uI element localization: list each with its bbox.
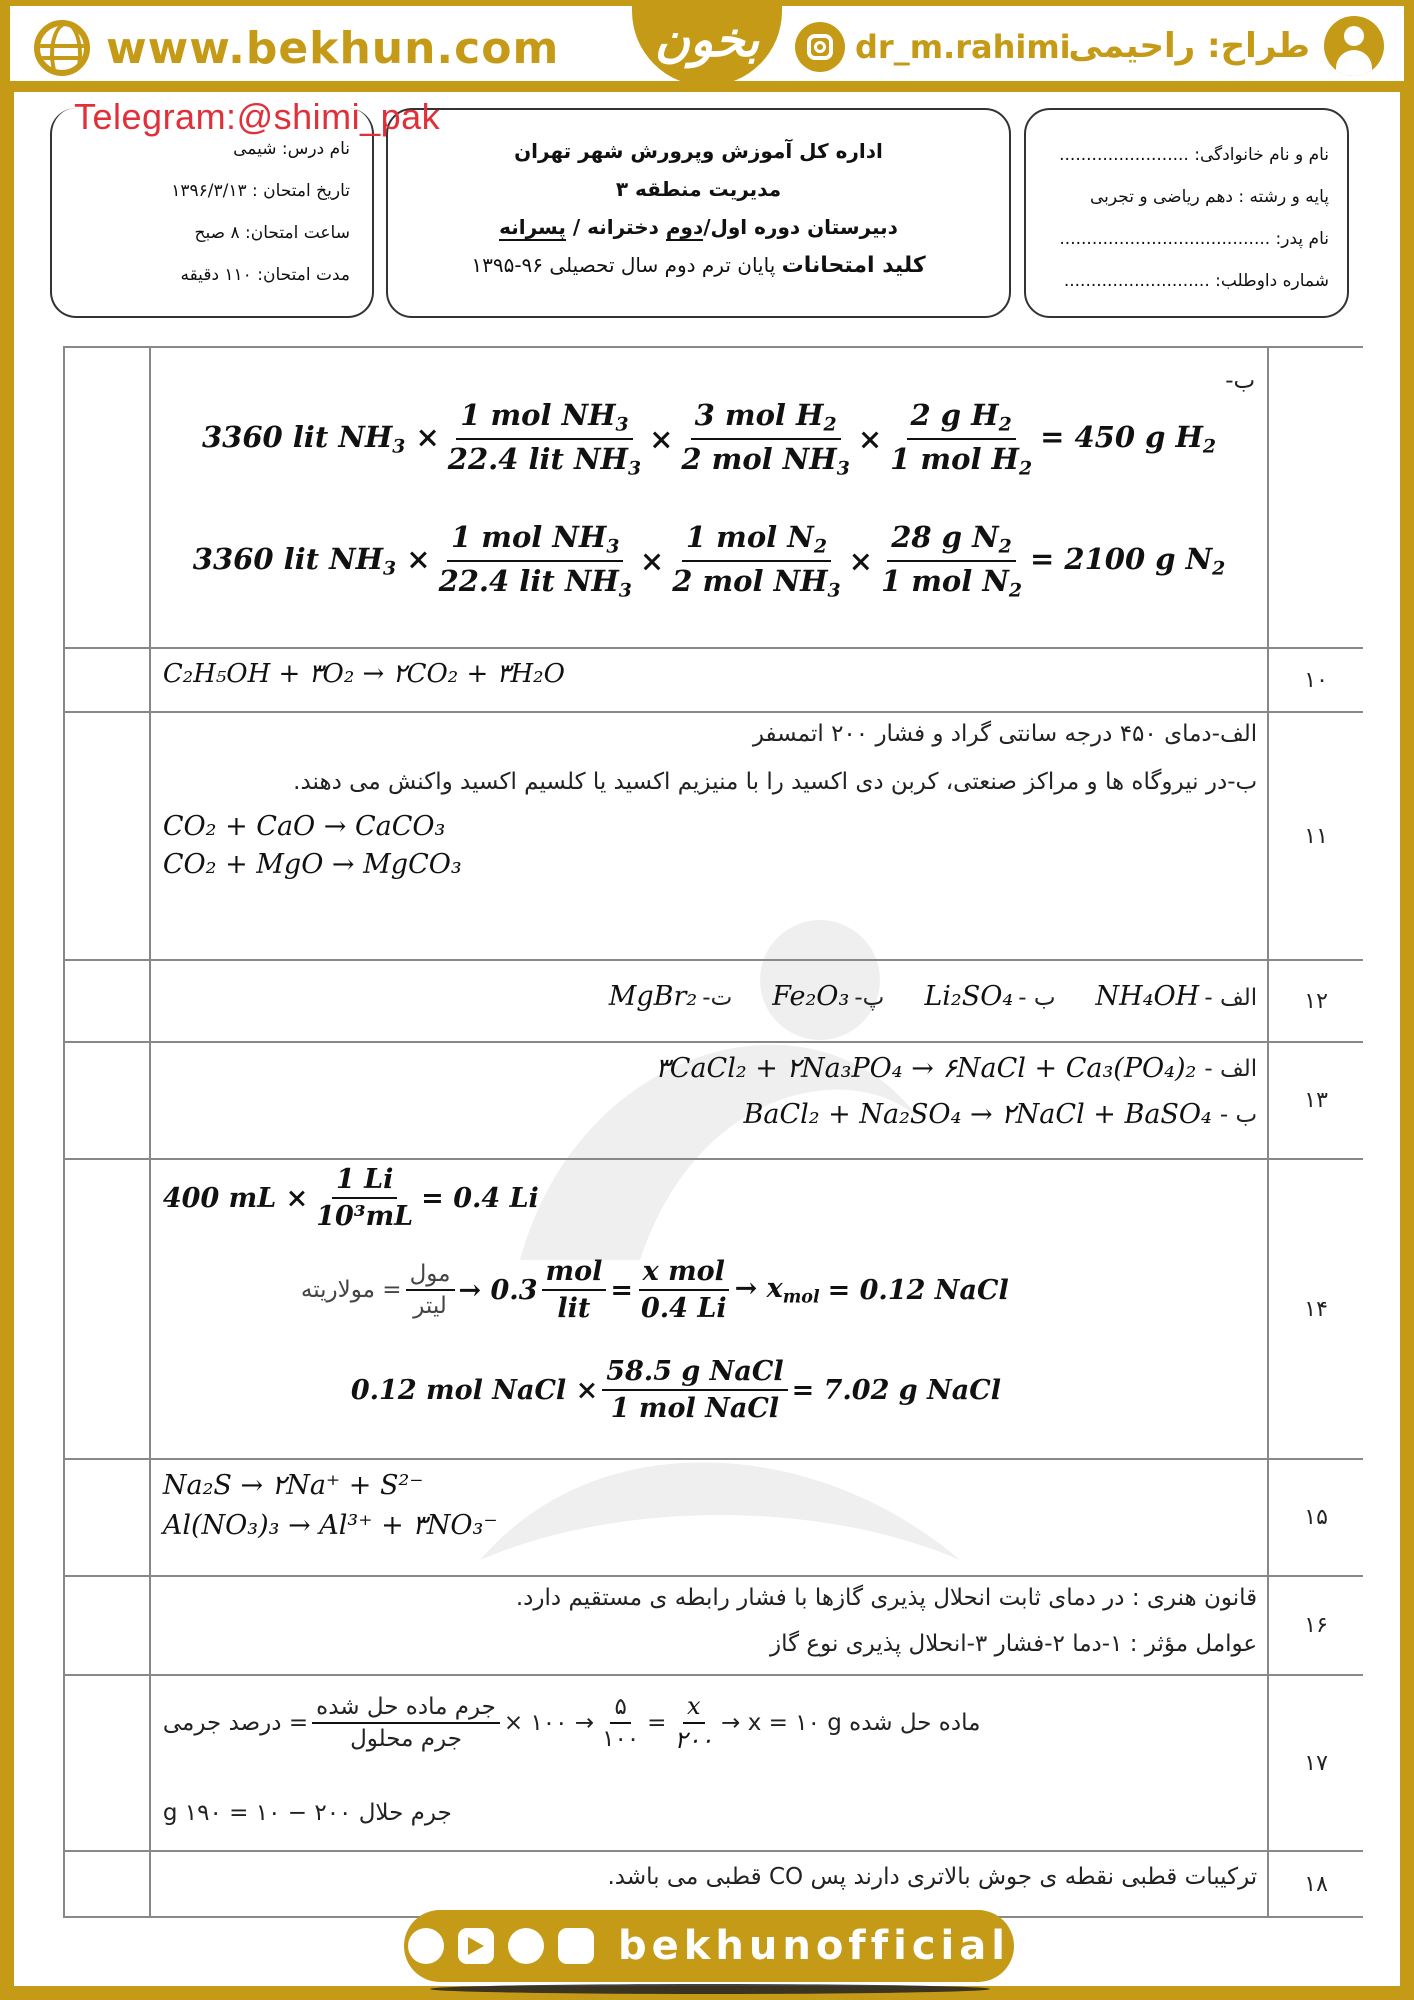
question-number: ۱۴ xyxy=(1304,1296,1328,1322)
question-number: ۱۱ xyxy=(1304,823,1328,849)
answer-text: ترکیبات قطبی نقطه ی جوش بالاتری دارند پس CO قطبی می باشد. xyxy=(607,1864,1258,1890)
answer-cell xyxy=(151,713,1269,959)
equation: 3360 lit $NH_3$ × $\frac{1 mol NH_3}{22.4 lit NH_3}$ × $\frac{1 mol N_2}{2 mol NH_3}$ × $\frac{28 g N_2}{1 mol N_2}$ = 2100 g $N_2$ xyxy=(192,520,1226,602)
fraction xyxy=(677,398,853,479)
item-label: ت- xyxy=(702,985,733,1011)
user-icon xyxy=(1324,16,1384,76)
formula-item xyxy=(609,981,733,1012)
equation xyxy=(163,1164,539,1232)
school-type-d: پسرانه xyxy=(499,215,566,239)
school-type-b: دوم xyxy=(665,215,704,239)
fraction xyxy=(877,520,1026,601)
part-label: ب- xyxy=(1225,368,1256,394)
denominator: 1 mol NaCl xyxy=(610,1393,780,1424)
numerator: 1 Li xyxy=(332,1164,397,1199)
denominator: 22.4 lit $NH_3$ xyxy=(438,563,632,602)
num-text: 3 mol H xyxy=(694,398,824,432)
answer-cell xyxy=(151,649,1269,711)
formula: MgBr₂ xyxy=(608,981,698,1012)
denominator: جرم محلول xyxy=(350,1726,462,1752)
result: = 2100 g $N_2$ xyxy=(1030,541,1226,580)
num-text: 1 mol NH xyxy=(451,520,607,554)
num-text: 28 g N xyxy=(891,520,999,554)
instagram-link[interactable] xyxy=(795,22,1071,72)
question-number xyxy=(1269,348,1363,647)
district: مدیریت منطقه ۳ xyxy=(615,177,782,201)
school-type-a: دبیرستان دوره اول/ xyxy=(703,215,898,239)
formula-list xyxy=(609,981,1257,1012)
subscript: mol xyxy=(782,1287,820,1308)
fraction xyxy=(668,520,844,601)
equation: Na₂S → ۲Na⁺ + S²⁻ xyxy=(162,1470,424,1501)
question-number: ۱۷ xyxy=(1304,1750,1328,1776)
denominator: 10³mL xyxy=(316,1201,414,1232)
row-margin xyxy=(65,1160,151,1458)
denominator: لیتر xyxy=(413,1293,447,1319)
den-text: 22.4 lit NH xyxy=(438,563,619,598)
numerator: ۵ xyxy=(610,1694,630,1724)
equation: C₂H₅OH + ۳O₂ → ۲CO₂ + ۳H₂O xyxy=(162,659,565,689)
numerator: 58.5 g NaCl xyxy=(602,1356,787,1391)
table-row xyxy=(65,1577,1363,1676)
logo-text: بخون xyxy=(654,12,760,68)
denominator: 2 mol $NH_3$ xyxy=(672,563,841,602)
fraction xyxy=(406,1261,455,1319)
numerator: 2 g $H_2$ xyxy=(907,398,1016,440)
numerator: مول xyxy=(406,1261,455,1291)
num-text: 2 g H xyxy=(910,398,999,432)
equation: ۳CaCl₂ + ۲Na₃PO₄ → ۶NaCl + Ca₃(PO₄)₂ xyxy=(655,1053,1197,1084)
denominator: 22.4 lit $NH_3$ xyxy=(447,441,642,480)
equals: = xyxy=(610,1274,633,1306)
result-text: = 450 g H xyxy=(1040,419,1203,454)
equation xyxy=(351,1356,1001,1424)
table-row xyxy=(65,1852,1363,1918)
row-margin xyxy=(65,1577,151,1674)
equation: BaCl₂ + Na₂SO₄ → ۲NaCl + BaSO₄ xyxy=(743,1099,1212,1130)
site-link[interactable] xyxy=(34,20,559,76)
denominator: ۲۰۰ xyxy=(674,1726,714,1754)
row-margin xyxy=(65,961,151,1041)
exam-time: ساعت امتحان: ۸ صبح xyxy=(194,223,350,243)
answer-cell xyxy=(151,1676,1269,1850)
den-text: 1 mol H xyxy=(890,441,1019,476)
formula-item xyxy=(1096,981,1258,1012)
designer-credit xyxy=(1068,16,1384,76)
term: 3360 lit $NH_3$ × xyxy=(201,419,440,458)
den-text: 22.4 lit NH xyxy=(447,441,628,476)
formula: Li₂SO₄ xyxy=(924,981,1014,1012)
table-row xyxy=(65,1160,1363,1460)
instagram-icon xyxy=(795,22,845,72)
denominator: 1 mol $H_2$ xyxy=(890,441,1033,480)
equation: 3360 lit $NH_3$ × $\frac{1 mol NH_3}{22.4 lit NH_3}$ × $\frac{3 mol H_2}{2 mol NH_3}$ × $\frac{2 g H_2}{1 mol H_2}$ = 450 g $H_2$ xyxy=(201,398,1217,480)
numerator: 3 mol $H_2$ xyxy=(691,398,841,440)
formula: NH₄OH xyxy=(1095,981,1200,1012)
answer-text: الف-دمای ۴۵۰ درجه سانتی گراد و فشار ۲۰۰ اتمسفر xyxy=(752,721,1258,747)
den-text: 2 mol NH xyxy=(672,563,828,598)
term-text: 3360 lit NH xyxy=(201,419,393,454)
question-number: ۱۰ xyxy=(1304,667,1328,693)
exam-info-box xyxy=(50,108,374,318)
item-label: ب - xyxy=(1219,1101,1258,1128)
question-number: ۱۵ xyxy=(1304,1505,1328,1530)
answer-cell xyxy=(151,1460,1269,1575)
table-row xyxy=(65,1676,1363,1852)
num-text: 1 mol N xyxy=(685,520,814,554)
student-info-box xyxy=(1024,108,1349,318)
formula-item xyxy=(772,981,884,1012)
answers-table xyxy=(63,346,1363,1918)
telegram-watermark: Telegram:@shimi_pak xyxy=(74,96,441,137)
telegram-icon[interactable] xyxy=(508,1928,544,1964)
fraction xyxy=(598,1694,643,1752)
fraction xyxy=(312,1694,500,1752)
answer-cell xyxy=(151,348,1269,647)
equation xyxy=(301,1256,1009,1324)
result-text: = 2100 g N xyxy=(1030,541,1213,576)
term: × ۱۰۰ → xyxy=(503,1710,595,1736)
row-margin xyxy=(65,1460,151,1575)
footer-handle[interactable]: bekhunofficial xyxy=(618,1923,1010,1969)
numerator: جرم ماده حل شده xyxy=(312,1694,500,1724)
exam-title xyxy=(388,246,1009,284)
numerator: x xyxy=(683,1692,705,1724)
table-row xyxy=(65,1460,1363,1577)
answer-cell xyxy=(151,1852,1269,1916)
answer-line xyxy=(744,1099,1258,1130)
result: = 7.02 g NaCl xyxy=(791,1374,1001,1406)
answer-text: عوامل مؤثر : ۱-دما ۲-فشار ۳-انحلال پذیری نوع گاز xyxy=(769,1631,1258,1657)
term: 3360 lit $NH_3$ × xyxy=(192,541,431,580)
numerator: 1 mol $N_2$ xyxy=(682,520,831,562)
table-row xyxy=(65,961,1363,1043)
denominator: 2 mol $NH_3$ xyxy=(681,441,850,480)
den-text: 1 mol N xyxy=(880,563,1009,598)
term-text: → x xyxy=(734,1272,783,1304)
school-info-box xyxy=(386,108,1011,318)
equals: = xyxy=(647,1710,667,1736)
item-label: ب - xyxy=(1018,985,1056,1011)
instagram-icon[interactable] xyxy=(558,1928,594,1964)
instagram-handle[interactable]: dr_m.rahimi xyxy=(855,28,1071,66)
numerator: x mol xyxy=(639,1256,729,1291)
table-row xyxy=(65,348,1363,649)
row-margin xyxy=(65,713,151,959)
formula-item xyxy=(924,981,1055,1012)
department: اداره کل آموزش وپرورش شهر تهران xyxy=(514,139,883,163)
fraction xyxy=(886,398,1036,479)
table-row xyxy=(65,649,1363,713)
item-label: الف - xyxy=(1204,1055,1258,1082)
row-margin xyxy=(65,649,151,711)
top-banner xyxy=(0,0,1414,92)
table-row xyxy=(65,1043,1363,1160)
answer-cell xyxy=(151,1577,1269,1674)
row-margin xyxy=(65,1043,151,1158)
aparat-icon[interactable] xyxy=(408,1928,444,1964)
fraction xyxy=(602,1356,787,1424)
exam-date: تاریخ امتحان : ۱۳۹۶/۳/۱۳ xyxy=(171,181,350,201)
row-margin xyxy=(65,1676,151,1850)
fraction xyxy=(435,520,636,601)
num-text: 1 mol NH xyxy=(460,398,616,432)
numerator: 1 mol $NH_3$ xyxy=(447,520,623,562)
fraction xyxy=(637,1256,731,1324)
student-grade: پایه و رشته : دهم ریاضی و تجربی xyxy=(1090,187,1329,207)
question-number: ۱۸ xyxy=(1304,1871,1328,1897)
exam-key-label: کلید امتحانات xyxy=(781,253,926,278)
numerator: 1 mol $NH_3$ xyxy=(456,398,632,440)
school-type xyxy=(388,208,1009,246)
denominator: 0.4 Li xyxy=(640,1293,727,1324)
percent-label: درصد جرمی = xyxy=(162,1710,309,1736)
denominator: ۱۰۰ xyxy=(602,1726,640,1752)
school-type-c: دخترانه / xyxy=(565,215,666,239)
exam-term: پایان ترم دوم سال تحصیلی ۹۶-۱۳۹۵ xyxy=(471,253,782,277)
result: = 0.4 Li xyxy=(421,1182,539,1214)
den-text: 2 mol NH xyxy=(681,441,837,476)
subject: نام درس: شیمی xyxy=(233,139,350,159)
answer-line xyxy=(655,1053,1257,1084)
result: = 450 g $H_2$ xyxy=(1040,419,1217,458)
site-url[interactable]: www.bekhun.com xyxy=(106,22,560,74)
question-number: ۱۶ xyxy=(1304,1613,1328,1638)
answer-text: قانون هنری : در دمای ثابت انحلال پذیری گازها با فشار رابطه ی مستقیم دارد. xyxy=(515,1585,1258,1611)
term: 0.12 mol NaCl × xyxy=(350,1374,599,1406)
result: = 0.12 NaCl xyxy=(827,1274,1009,1306)
denominator: lit xyxy=(557,1293,591,1324)
answer-text: ب-در نیروگاه ها و مراکز صنعتی، کربن دی اکسید را با منیزیم اکسید یا کلسیم اکسید واکنش می دهند. xyxy=(293,769,1258,795)
fraction xyxy=(444,398,645,479)
answer-cell xyxy=(151,1043,1269,1158)
term: → 0.3 xyxy=(458,1274,538,1306)
answer-cell xyxy=(151,961,1269,1041)
candidate-number: شماره داوطلب: ........................... xyxy=(1063,271,1329,291)
result: → x = ۱۰ g ماده حل شده xyxy=(721,1710,981,1736)
item-label: الف - xyxy=(1204,985,1258,1011)
molarity-label: مولاریته = xyxy=(300,1277,402,1303)
term-text: 3360 lit NH xyxy=(192,541,384,576)
exam-duration: مدت امتحان: ۱۱۰ دقیقه xyxy=(180,265,350,285)
globe-icon xyxy=(34,20,90,76)
student-name: نام و نام خانوادگی: ........................ xyxy=(1059,145,1329,165)
father-name: نام پدر: ....................................... xyxy=(1059,229,1329,249)
equation: Al(NO₃)₃ → Al³⁺ + ۳NO₃⁻ xyxy=(162,1510,498,1541)
term: 400 mL × xyxy=(162,1182,309,1214)
numerator: mol xyxy=(542,1256,607,1291)
fraction xyxy=(670,1692,717,1754)
term xyxy=(735,1273,820,1307)
table-row xyxy=(65,713,1363,961)
equation: CO₂ + CaO → CaCO₃ xyxy=(162,811,446,842)
numerator: 28 g $N_2$ xyxy=(887,520,1015,562)
social-footer xyxy=(404,1910,1014,1982)
designer-name: طراح: راحیمی xyxy=(1068,26,1310,66)
youtube-icon[interactable] xyxy=(458,1928,494,1964)
answer-cell xyxy=(151,1160,1269,1458)
item-label: پ- xyxy=(854,985,885,1011)
fraction xyxy=(542,1256,607,1324)
denominator: 1 mol $N_2$ xyxy=(880,563,1023,602)
footer-shadow xyxy=(430,1984,990,1994)
answer-text: جرم حلال g ۱۹۰ = ۱۰ − ۲۰۰ xyxy=(162,1800,452,1826)
row-margin xyxy=(65,1852,151,1916)
row-margin xyxy=(65,348,151,647)
equation xyxy=(163,1692,981,1754)
question-number: ۱۳ xyxy=(1304,1088,1328,1113)
fraction xyxy=(312,1164,417,1232)
formula: Fe₂O₃ xyxy=(772,981,850,1012)
equation: CO₂ + MgO → MgCO₃ xyxy=(162,849,462,880)
question-number: ۱۲ xyxy=(1304,988,1328,1014)
